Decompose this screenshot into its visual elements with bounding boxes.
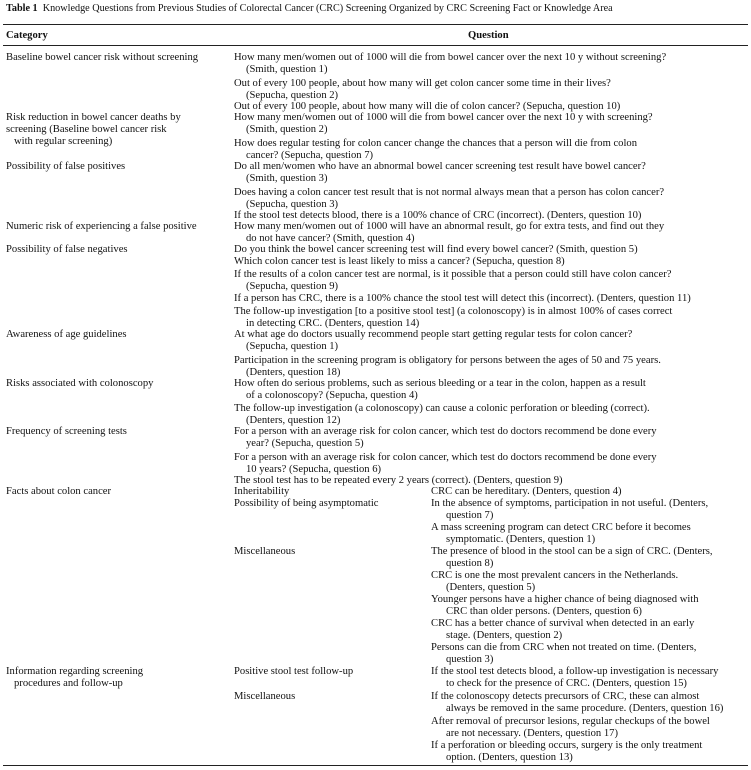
category-label: procedures and follow-up bbox=[14, 678, 123, 689]
category-label: Risks associated with colonoscopy bbox=[6, 378, 154, 389]
subcategory-label: Possibility of being asymptomatic bbox=[234, 498, 379, 509]
subcategory-label: The presence of blood in the stool can be a sign of CRC. (Denters, bbox=[431, 546, 713, 557]
question-text: Do all men/women who have an abnormal bowel cancer screening test result have bowel cancer? bbox=[234, 161, 646, 172]
question-text: (Sepucha, question 3) bbox=[246, 199, 339, 210]
question-text: (Smith, question 3) bbox=[246, 173, 328, 184]
question-text: question 3) bbox=[446, 654, 494, 665]
subcategory-label: If the stool test detects blood, a follow-up investigation is necessary bbox=[431, 666, 719, 677]
question-text: Which colon cancer test is least likely to miss a cancer? (Sepucha, question 8) bbox=[234, 256, 565, 267]
question-text: If the results of a colon cancer test are normal, is it possible that a person could still have colon cancer? bbox=[234, 269, 672, 280]
question-text: If a perforation or bleeding occurs, surgery is the only treatment bbox=[431, 740, 703, 751]
question-text: How many men/women out of 1000 will die from bowel cancer over the next 10 y without screening? bbox=[234, 52, 667, 63]
header-rule bbox=[3, 45, 748, 46]
question-text: For a person with an average risk for colon cancer, which test do doctors recommend be done every bbox=[234, 452, 657, 463]
question-text: (Denters, question 12) bbox=[246, 415, 341, 426]
question-text: Participation in the screening program is obligatory for persons between the ages of 50 and 75 years. bbox=[234, 355, 661, 366]
question-text: (Denters, question 18) bbox=[246, 367, 341, 378]
question-text: always be removed in the same procedure. (Denters, question 16) bbox=[446, 703, 724, 714]
question-text: A mass screening program can detect CRC before it becomes bbox=[431, 522, 691, 533]
question-text: For a person with an average risk for colon cancer, which test do doctors recommend be done every bbox=[234, 426, 657, 437]
question-text: with regular screening) bbox=[14, 136, 113, 147]
bottom-rule bbox=[3, 765, 748, 766]
question-text: (Sepucha, question 2) bbox=[246, 90, 339, 101]
question-text: are not necessary. (Denters, question 17) bbox=[446, 728, 618, 739]
question-text: (Smith, question 2) bbox=[246, 124, 328, 135]
question-text: in detecting CRC. (Denters, question 14) bbox=[246, 318, 420, 329]
question-text: of a colonoscopy? (Sepucha, question 4) bbox=[246, 390, 418, 401]
question-text: cancer? (Sepucha, question 7) bbox=[246, 150, 374, 161]
question-text: CRC can be hereditary. (Denters, question 4) bbox=[431, 486, 622, 497]
question-text: CRC than older persons. (Denters, question 6) bbox=[446, 606, 642, 617]
question-text: Miscellaneous bbox=[234, 546, 296, 557]
header-question: Question bbox=[468, 30, 509, 41]
question-text: Out of every 100 people, about how many will get colon cancer some time in their lives? bbox=[234, 78, 611, 89]
question-text: (Sepucha, question 9) bbox=[246, 281, 339, 292]
question-text: Does having a colon cancer test result that is not normal always mean that a person has colon cancer? bbox=[234, 187, 665, 198]
question-text: (Sepucha, question 1) bbox=[246, 341, 339, 352]
question-text: Miscellaneous bbox=[234, 691, 296, 702]
question-text: Out of every 100 people, about how many will die of colon cancer? (Sepucha, question 10) bbox=[234, 101, 621, 112]
question-text: question 7) bbox=[446, 510, 494, 521]
question-text: The stool test has to be repeated every 2 years (correct). (Denters, question 9) bbox=[234, 475, 563, 486]
subcategory-label: Inheritability bbox=[234, 486, 290, 497]
question-text: How many men/women out of 1000 will die from bowel cancer over the next 10 y with screening? bbox=[234, 112, 653, 123]
question-text: At what age do doctors usually recommend people start getting regular tests for colon cancer? bbox=[234, 329, 633, 340]
question-text: CRC is one the most prevalent cancers in the Netherlands. bbox=[431, 570, 679, 581]
category-label: Risk reduction in bowel cancer deaths by bbox=[6, 112, 181, 123]
question-text: do not have cancer? (Smith, question 4) bbox=[246, 233, 415, 244]
question-text: (Denters, question 5) bbox=[446, 582, 536, 593]
question-text: symptomatic. (Denters, question 1) bbox=[446, 534, 596, 545]
top-rule bbox=[3, 24, 748, 25]
question-text: screening (Baseline bowel cancer risk bbox=[6, 124, 167, 135]
question-text: In the absence of symptoms, participation in not useful. (Denters, bbox=[431, 498, 709, 509]
question-text: If a person has CRC, there is a 100% chance the stool test will detect this (incorrect). (Denters, question 11) bbox=[234, 293, 691, 304]
question-text: option. (Denters, question 13) bbox=[446, 752, 573, 763]
question-text: Information regarding screening bbox=[6, 666, 144, 677]
question-text: year? (Sepucha, question 5) bbox=[246, 438, 364, 449]
caption-text: Knowledge Questions from Previous Studies of Colorectal Cancer (CRC) Screening Organized by CRC Screening Fact or Knowledge Area bbox=[42, 3, 613, 14]
question-text: Younger persons have a higher chance of being diagnosed with bbox=[431, 594, 699, 605]
question-text: (Smith, question 1) bbox=[246, 64, 328, 75]
subcategory-label: If the colonoscopy detects precursors of CRC, these can almost bbox=[431, 691, 700, 702]
question-text: to check for the presence of CRC. (Denters, question 15) bbox=[446, 678, 687, 689]
question-text: CRC has a better chance of survival when detected in an early bbox=[431, 618, 695, 629]
category-label: Awareness of age guidelines bbox=[6, 329, 127, 340]
caption-label: Table 1 bbox=[6, 3, 38, 14]
question-text: How many men/women out of 1000 will have an abnormal result, go for extra tests, and find out they bbox=[234, 221, 665, 232]
question-text: How often do serious problems, such as serious bleeding or a tear in the colon, happen as a result bbox=[234, 378, 646, 389]
question-text: 10 years? (Sepucha, question 6) bbox=[246, 464, 382, 475]
question-text: question 8) bbox=[446, 558, 494, 569]
category-label: Frequency of screening tests bbox=[6, 426, 127, 437]
category-label: Numeric risk of experiencing a false positive bbox=[6, 221, 197, 232]
category-label: Baseline bowel cancer risk without screening bbox=[6, 52, 199, 63]
question-text: The follow-up investigation [to a positive stool test] (a colonoscopy) is in almost 100% of cases correct bbox=[234, 306, 673, 317]
question-text: The follow-up investigation (a colonoscopy) can cause a colonic perforation or bleeding (correct). bbox=[234, 403, 650, 414]
question-text: How does regular testing for colon cancer change the chances that a person will die from colon bbox=[234, 138, 638, 149]
question-text: Positive stool test follow-up bbox=[234, 666, 354, 677]
question-text: Persons can die from CRC when not treated on time. (Denters, bbox=[431, 642, 697, 653]
category-label: Possibility of false positives bbox=[6, 161, 126, 172]
header-category: Category bbox=[6, 30, 48, 41]
question-text: Do you think the bowel cancer screening test will find every bowel cancer? (Smith, question 5) bbox=[234, 244, 638, 255]
category-label: Possibility of false negatives bbox=[6, 244, 128, 255]
question-text: After removal of precursor lesions, regular checkups of the bowel bbox=[431, 716, 710, 727]
category-label: Facts about colon cancer bbox=[6, 486, 112, 497]
question-text: If the stool test detects blood, there is a 100% chance of CRC (incorrect). (Denters, question 10) bbox=[234, 210, 642, 221]
table-caption bbox=[6, 3, 613, 15]
question-text: stage. (Denters, question 2) bbox=[446, 630, 563, 641]
